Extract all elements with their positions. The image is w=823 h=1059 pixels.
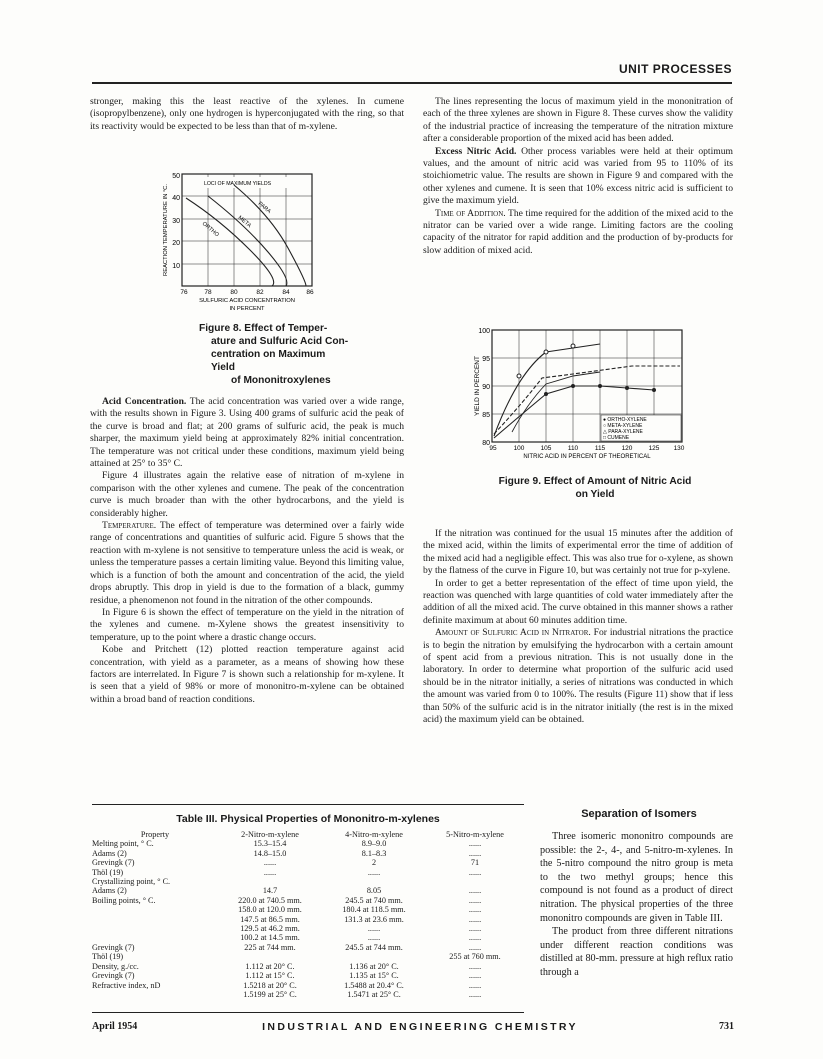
table-cell: 8.9–9.0 <box>361 839 387 849</box>
paragraph <box>90 396 404 470</box>
table-cell: 8.05 <box>366 886 382 896</box>
loci-label: LOCI OF MAXIMUM YIELDS <box>204 181 272 187</box>
paragraph: stronger, making this the least reactive of the xylenes. In cumene (isopropylbenzene), only one hydrogen is hyperconjugated with the ring, so that its reactivity would be expected to be less than that of m-xylene. <box>90 96 404 132</box>
paragraph-text: The effect of temperature was determined over a fairly wide range of concentrations and quantities of sulfuric acid. Figure 5 shows that the reaction with m-xylene is not sensitive to temperature unless the acid is weak, or unless the temperature passes a certain limiting value. Beyond this limiting value, which is a function of both the amount and concentration of the acid, the yield drops abruptly. This drop in yield is due to the formation of a black, gummy residue, a phenomenon not found in the nitration of the other compounds. <box>90 520 404 606</box>
table-cell: 1.5218 at 20° C. <box>243 980 297 990</box>
table-cell: 220.0 at 740.5 mm. <box>238 895 302 905</box>
table-cell: ...... <box>263 858 277 868</box>
table-cell: ...... <box>367 933 381 943</box>
svg-text:80: 80 <box>482 440 490 447</box>
table-row <box>92 868 524 877</box>
table-cell: ...... <box>468 839 482 849</box>
table-cell: ...... <box>468 867 482 877</box>
table-cell: 180.4 at 118.5 mm. <box>342 905 406 915</box>
table-iii <box>92 830 524 999</box>
table-cell: 2 <box>371 858 377 868</box>
svg-text:120: 120 <box>621 445 633 452</box>
column-header: 4-Nitro-m-xylene <box>345 830 403 839</box>
figure-8 <box>160 170 335 320</box>
table-row <box>92 943 524 952</box>
table-cell: 158.0 at 120.0 mm. <box>238 905 302 915</box>
table-cell <box>426 877 524 886</box>
x-axis-label: NITRIC ACID IN PERCENT OF THEORETICAL <box>523 454 651 460</box>
table-cell: Melting point, ° C. <box>92 839 154 849</box>
table-cell <box>92 905 218 914</box>
svg-text:125: 125 <box>648 445 660 452</box>
y-axis-label: REACTION TEMPERATURE IN °C. <box>163 184 169 276</box>
table-cell: 225 at 744 mm. <box>244 942 296 952</box>
table-cell: ...... <box>468 989 482 999</box>
table-cell: 15.3–15.4 <box>253 839 287 849</box>
figure-8-caption <box>199 322 349 387</box>
svg-text:82: 82 <box>256 289 264 296</box>
table-cell: Boiling points, ° C. <box>92 895 156 905</box>
table-row <box>92 877 524 886</box>
figure-9-caption <box>470 475 720 501</box>
paragraph <box>90 520 404 607</box>
svg-text:95: 95 <box>489 445 497 452</box>
table-bottom-rule <box>92 1012 524 1013</box>
table-row <box>92 886 524 895</box>
table-cell: 1.5488 at 20.4° C. <box>344 980 404 990</box>
table-cell: ...... <box>468 905 482 915</box>
table-cell: ...... <box>468 895 482 905</box>
svg-text:100: 100 <box>513 445 525 452</box>
table-row <box>92 839 524 848</box>
table-row <box>92 924 524 933</box>
table-cell: Adams (2) <box>92 848 127 858</box>
table-cell: ...... <box>468 961 482 971</box>
table-cell <box>218 952 322 961</box>
table-title: Table III. Physical Properties of Mononitro-m-xylenes <box>176 813 440 825</box>
svg-text:10: 10 <box>172 263 180 270</box>
svg-text:78: 78 <box>204 289 212 296</box>
table-cell: 1.5471 at 25° C. <box>347 989 401 999</box>
table-cell: ...... <box>468 848 482 858</box>
svg-text:● ORTHO-XYLENE: ● ORTHO-XYLENE <box>603 417 647 423</box>
curve-cumene <box>512 372 600 432</box>
x-axis-label-1: SULFURIC ACID CONCENTRATION <box>199 298 295 304</box>
svg-text:110: 110 <box>567 445 579 452</box>
paragraph: If the nitration was continued for the usual 15 minutes after the addition of the mixed acid, within the limits of experimental error the time of addition of the mixed acid had a negligible effect. This was also true for o-xylene, as shown by the flatness of the curve in Figure 10, but was certainly not true for p-xylene. <box>423 528 733 577</box>
table-cell: ...... <box>367 867 381 877</box>
svg-text:△ PARA-XYLENE: △ PARA-XYLENE <box>603 429 643 435</box>
svg-text:130: 130 <box>673 445 685 452</box>
table-cell: ...... <box>468 942 482 952</box>
table-cell: 1.112 at 15° C. <box>245 971 295 981</box>
footer-journal: INDUSTRIAL AND ENGINEERING CHEMISTRY <box>262 1021 578 1033</box>
table-body <box>92 839 524 999</box>
table-cell: Thöl (19) <box>92 952 124 962</box>
paragraph: The lines representing the locus of maximum yield in the mononitration of each of the three xylenes are shown in Figure 8. These curves show the validity of the industrial practice of increasing the temperature of the nitration mixture after a considerable proportion of the mixed acid has been added. <box>423 96 733 145</box>
column-header: 2-Nitro-m-xylene <box>241 830 299 839</box>
paragraph: The product from three different nitrations under different reaction conditions was distilled at 80-mm. pressure at high reflux ratio through a <box>540 926 733 978</box>
paragraph: Three isomeric mononitro compounds are possible: the 2-, 4-, and 5-nitro-m-xylenes. In the 5-nitro compound the nitro group is meta to the two methyl groups; hence this compound is not found as a product of direct nitration. The physical properties of the three mononitro compounds are given in Table III. <box>540 831 733 924</box>
x-ticks <box>489 445 684 452</box>
table-row <box>92 896 524 905</box>
svg-text:30: 30 <box>172 218 180 225</box>
label-para: PARA <box>256 200 272 215</box>
svg-text:86: 86 <box>306 289 314 296</box>
table-cell: ...... <box>468 886 482 896</box>
table-cell: 129.5 at 46.2 mm. <box>240 924 300 934</box>
svg-text:90: 90 <box>482 384 490 391</box>
column-header: Property <box>140 830 170 839</box>
table-cell <box>92 915 218 924</box>
caption-line: centration on Maximum Yield <box>211 349 326 373</box>
paragraph <box>423 208 733 258</box>
caption-line: of Mononitroxylenes <box>231 375 331 386</box>
table-cell: Grevingk (7) <box>92 942 135 952</box>
footer-date: April 1954 <box>92 1021 138 1032</box>
table <box>92 830 524 999</box>
section-title: UNIT PROCESSES <box>618 62 732 76</box>
paragraph: In Figure 6 is shown the effect of temperature on the yield in the nitration of the xylenes and cumene. m-Xylene shows the greatest insensitivity to temperature, up to the point where a drastic change occurs. <box>90 606 404 643</box>
table-cell: 100.2 at 14.5 mm. <box>240 933 300 943</box>
table-cell <box>218 877 322 886</box>
paragraph: Kobe and Pritchett (12) plotted reaction temperature against acid concentration, with yield as a parameter, as a means of showing how these factors are interrelated. In Figure 7 is shown such a relationship for m-xylene. It is seen that a yield of 98% or more of mononitro-m-xylene can be obtained within a broad band of reaction conditions. <box>90 644 404 705</box>
svg-text:40: 40 <box>172 195 180 202</box>
table-cell: 1.135 at 15° C. <box>349 971 399 981</box>
right-body-text <box>423 528 733 727</box>
paragraph-text: For industrial nitrations the practice is to begin the nitration by emulsifying the hydrocarbon with a certain amount of spent acid from a previous nitration. This is not usually done in the laboratory. In order to determine what proportion of the sulfuric acid used should be in the nitrator initially, a series of nitrations was conducted in which the amount was varied from 0 to 100%. The results (Figure 11) show that if less than 50% of the sulfuric acid is in the nitrator initially (the rest is in the mixed acid) the maximum yield can be obtained. <box>423 627 733 726</box>
caption-line: Figure 8. Effect of Temper- <box>199 323 328 334</box>
y-axis-label: YIELD IN PERCENT <box>474 356 481 416</box>
table-cell: Grevingk (7) <box>92 971 135 981</box>
table-row <box>92 981 524 990</box>
table-cell: 147.5 at 86.5 mm. <box>240 914 300 924</box>
table-cell <box>322 952 426 961</box>
table-cell: Grevingk (7) <box>92 858 135 868</box>
table-cell: 14.8–15.0 <box>253 848 287 858</box>
paragraph-heading: Acid Concentration. <box>102 396 187 407</box>
table-cell <box>92 924 218 933</box>
svg-text:115: 115 <box>594 445 606 452</box>
y-ticks <box>172 173 180 270</box>
table-cell: 245.5 at 744 mm. <box>345 942 403 952</box>
table-cell: ...... <box>263 867 277 877</box>
svg-text:95: 95 <box>482 356 490 363</box>
table-cell: ...... <box>468 980 482 990</box>
x-axis-label-2: IN PERCENT <box>229 306 265 312</box>
svg-text:80: 80 <box>230 289 238 296</box>
table-cell: ...... <box>468 933 482 943</box>
curve-para <box>234 185 306 286</box>
x-ticks <box>180 289 314 296</box>
paragraph-text: The acid concentration was varied over a wide range, with the results shown in Figure 3. Using 400 grams of sulfuric acid the peak of the curve is broad and flat; at 200 grams of sulfuric acid, the peak is much sharper, the maximum yield being at approximately 82% initial concentration. The temperature was not critical under these conditions, maximum yield being attained at 25° to 35° C. <box>90 396 405 470</box>
table-cell: 255 at 760 mm. <box>449 952 501 962</box>
column-header: 5-Nitro-m-xylene <box>446 830 504 839</box>
footer-page-number: 731 <box>719 1021 734 1032</box>
paragraph-heading: Amount of Sulfuric Acid in Nitrator. <box>435 627 591 639</box>
table-cell: 1.5199 at 25° C. <box>243 989 297 999</box>
table-cell <box>92 990 218 999</box>
table-row <box>92 971 524 980</box>
paragraph <box>423 627 733 726</box>
curve-ortho <box>186 198 274 286</box>
table-row <box>92 962 524 971</box>
separation-text <box>540 830 733 980</box>
table-cell: Refractive index, nD <box>92 980 161 990</box>
running-header <box>92 62 732 84</box>
table-row <box>92 952 524 961</box>
paragraph <box>423 146 733 208</box>
paragraph: Figure 4 illustrates again the relative ease of nitration of m-xylene in comparison with the other xylenes and cumene. The peak of the concentration curve is much broader than with the other hydrocarbons, and the yield is considerably higher. <box>90 470 404 519</box>
table-row <box>92 990 524 999</box>
table-cell: ...... <box>468 924 482 934</box>
svg-text:84: 84 <box>282 289 290 296</box>
svg-text:105: 105 <box>540 445 552 452</box>
table-top-rule <box>92 804 524 805</box>
table-row <box>92 858 524 867</box>
table-cell <box>92 933 218 942</box>
svg-text:50: 50 <box>172 173 180 180</box>
table-cell <box>322 877 426 886</box>
table-cell: 1.112 at 20° C. <box>245 961 295 971</box>
label-meta: META <box>236 214 252 230</box>
paragraph-heading: Temperature. <box>102 520 157 532</box>
paragraph-text: Other process variables were held at their optimum values, and the amount of nitric acid was varied from 95 to 110% of its stoichiometric value. The results are shown in Figure 9 and compared with the other xylenes and cumene. It is seen that 10% excess nitric acid is sufficient to give the maximum yield. <box>423 145 733 207</box>
table-cell: Density, g./cc. <box>92 961 139 971</box>
caption-line: on Yield <box>575 489 615 500</box>
left-body-text <box>90 396 404 706</box>
svg-text:85: 85 <box>482 412 490 419</box>
table-cell: Adams (2) <box>92 886 127 896</box>
table-cell: ...... <box>468 971 482 981</box>
caption-line: ature and Sulfuric Acid Con- <box>211 336 349 347</box>
paragraph-heading: Excess Nitric Acid. <box>435 145 517 157</box>
paragraph: In order to get a better representation of the effect of time upon yield, the reaction was quenched with large quantities of cold water immediately after the addition of all the mixed acid. The curve obtained in this manner shows a rather definite maximum at about 60 minutes addition time. <box>423 577 733 626</box>
svg-text:76: 76 <box>180 289 188 296</box>
table-cell: 71 <box>470 858 480 868</box>
table-cell: 1.136 at 20° C. <box>349 961 399 971</box>
table-row <box>92 933 524 942</box>
table-cell: 245.5 at 740 mm. <box>345 895 403 905</box>
svg-text:100: 100 <box>478 328 490 335</box>
section-heading: Separation of Isomers <box>581 808 697 820</box>
left-top-text <box>90 96 404 133</box>
svg-text:○ META-XYLENE: ○ META-XYLENE <box>603 423 643 429</box>
table-row <box>92 849 524 858</box>
right-top-text <box>423 96 733 257</box>
figure-9 <box>472 324 702 469</box>
table-header-row <box>92 830 524 839</box>
table-cell: Crystallizing point, ° C. <box>92 877 171 887</box>
svg-text:20: 20 <box>172 240 180 247</box>
paragraph-text: The time required for the addition of the mixed acid to the nitrator can be varied over a wide range. Limiting factors are the cooling capacity of the nitrator for rapid addition and the production of by-products for slow addition of mixed acid. <box>423 207 733 256</box>
table-cell: 8.1–8.3 <box>361 848 387 858</box>
table-cell: ...... <box>468 914 482 924</box>
table-row <box>92 905 524 914</box>
table-cell: 14.7 <box>262 886 278 896</box>
paragraph-heading: Time of Addition. <box>435 207 506 219</box>
table-cell: Thöl (19) <box>92 867 124 877</box>
label-ortho: ORTHO <box>200 220 220 239</box>
svg-text:□ CUMENE: □ CUMENE <box>603 435 630 441</box>
table-cell: 131.3 at 23.6 mm. <box>344 914 404 924</box>
caption-line: Figure 9. Effect of Amount of Nitric Acid <box>498 476 692 487</box>
table-cell: ...... <box>367 924 381 934</box>
table-row <box>92 915 524 924</box>
